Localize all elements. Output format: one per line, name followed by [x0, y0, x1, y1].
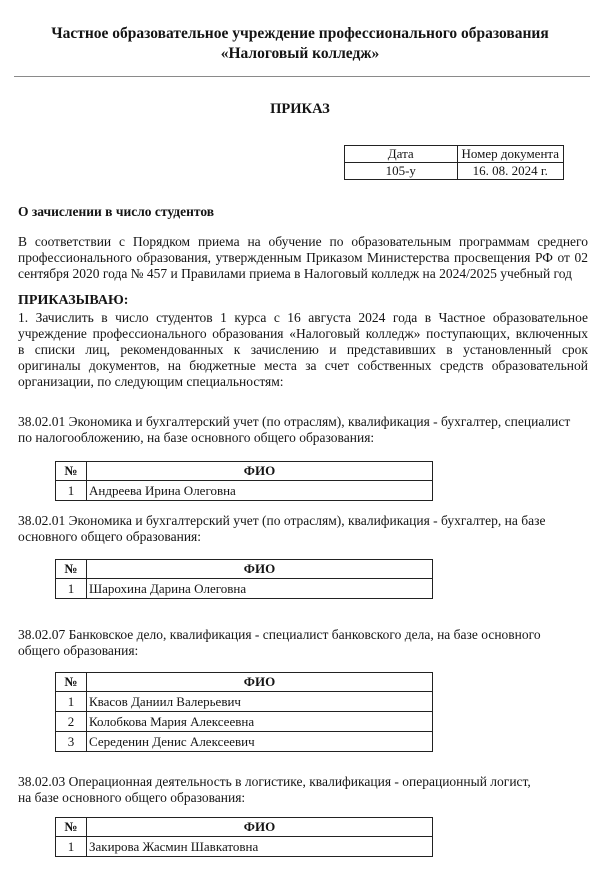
table-row [56, 481, 433, 501]
meta-date-value: 105-у [345, 163, 458, 180]
table-header-row [56, 673, 433, 692]
meta-number-header: Номер документа [457, 146, 564, 163]
table-row [56, 579, 433, 599]
document-title: ПРИКАЗ [270, 101, 330, 117]
specialty-2-student-table [55, 559, 433, 599]
row-number: 3 [56, 732, 87, 752]
specialty-line: 38.02.03 Операционная деятельность в логистике, квалификация - операционный логист, [18, 774, 531, 789]
name-column-header: ФИО [87, 560, 433, 579]
meta-value-row [345, 163, 564, 180]
table-header-row [56, 818, 433, 837]
specialty-line: 38.02.01 Экономика и бухгалтерский учет (по отраслям), квалификация - бухгалтер, на базе [18, 513, 546, 528]
table-row [56, 837, 433, 857]
institution-header [0, 24, 600, 64]
clause-line: учреждение профессионального образования «Налоговый колледж» поступающих, включенных [18, 326, 588, 341]
preamble-line: профессионального образования, утвержденным Приказом Министерства просвещения РФ от 02 [18, 250, 588, 265]
specialty-line: по налогообложению, на базе основного общего образования: [18, 430, 375, 445]
specialty-1-student-table [55, 461, 433, 501]
meta-header-row [345, 146, 564, 163]
name-column-header: ФИО [87, 673, 433, 692]
specialty-line: основного общего образования: [18, 529, 202, 544]
row-number: 1 [56, 837, 87, 857]
student-name: Колобкова Мария Алексеевна [87, 712, 433, 732]
table-header-row [56, 462, 433, 481]
institution-name: Частное образовательное учреждение профессионального образования [51, 25, 549, 42]
row-number: 1 [56, 481, 87, 501]
clause-1-paragraph [18, 310, 588, 390]
student-name: Закирова Жасмин Шавкатовна [87, 837, 433, 857]
row-number: 1 [56, 692, 87, 712]
table-row [56, 692, 433, 712]
specialty-line: 38.02.07 Банковское дело, квалификация - специалист банковского дела, на базе основного [18, 627, 541, 642]
student-name: Шарохина Дарина Олеговна [87, 579, 433, 599]
meta-date-header: Дата [345, 146, 458, 163]
clause-line: оригиналы документов, на бюджетные места за счет собственных средств образовательной [18, 358, 588, 373]
order-keyword: ПРИКАЗЫВАЮ: [18, 293, 129, 308]
meta-number-value: 16. 08. 2024 г. [457, 163, 564, 180]
specialty-4-description [18, 774, 588, 806]
specialty-1-description [18, 414, 588, 446]
clause-line: в списки лиц, рекомендованных к зачислению и представивших в установленный срок [18, 342, 588, 357]
specialty-line: на базе основного общего образования: [18, 790, 246, 805]
number-column-header: № [56, 673, 87, 692]
preamble-line: сентября 2020 года № 457 и Правилами приема в Налоговый колледж на 2024/2025 учебный год [18, 266, 572, 281]
specialty-line: общего образования: [18, 643, 139, 658]
specialty-3-description [18, 627, 588, 659]
table-row [56, 712, 433, 732]
row-number: 1 [56, 579, 87, 599]
number-column-header: № [56, 560, 87, 579]
number-column-header: № [56, 818, 87, 837]
preamble-line: В соответствии с Порядком приема на обучение по образовательным программам среднего [18, 234, 588, 249]
table-header-row [56, 560, 433, 579]
table-row [56, 732, 433, 752]
name-column-header: ФИО [87, 462, 433, 481]
clause-line: организации, по следующим специальностям: [18, 374, 284, 389]
specialty-4-student-table [55, 817, 433, 857]
clause-line: 1. Зачислить в число студентов 1 курса с 16 августа 2024 года в Частное образовательное [18, 310, 588, 325]
row-number: 2 [56, 712, 87, 732]
number-column-header: № [56, 462, 87, 481]
specialty-line: 38.02.01 Экономика и бухгалтерский учет (по отраслям), квалификация - бухгалтер, специалист [18, 414, 571, 429]
document-meta-table [344, 145, 564, 180]
student-name: Квасов Даниил Валерьевич [87, 692, 433, 712]
header-divider [14, 76, 590, 77]
student-name: Андреева Ирина Олеговна [87, 481, 433, 501]
preamble-paragraph [18, 234, 588, 282]
specialty-2-description [18, 513, 588, 545]
college-name: «Налоговый колледж» [220, 45, 380, 62]
order-subject: О зачислении в число студентов [18, 204, 215, 219]
name-column-header: ФИО [87, 818, 433, 837]
specialty-3-student-table [55, 672, 433, 752]
student-name: Середенин Денис Алексеевич [87, 732, 433, 752]
